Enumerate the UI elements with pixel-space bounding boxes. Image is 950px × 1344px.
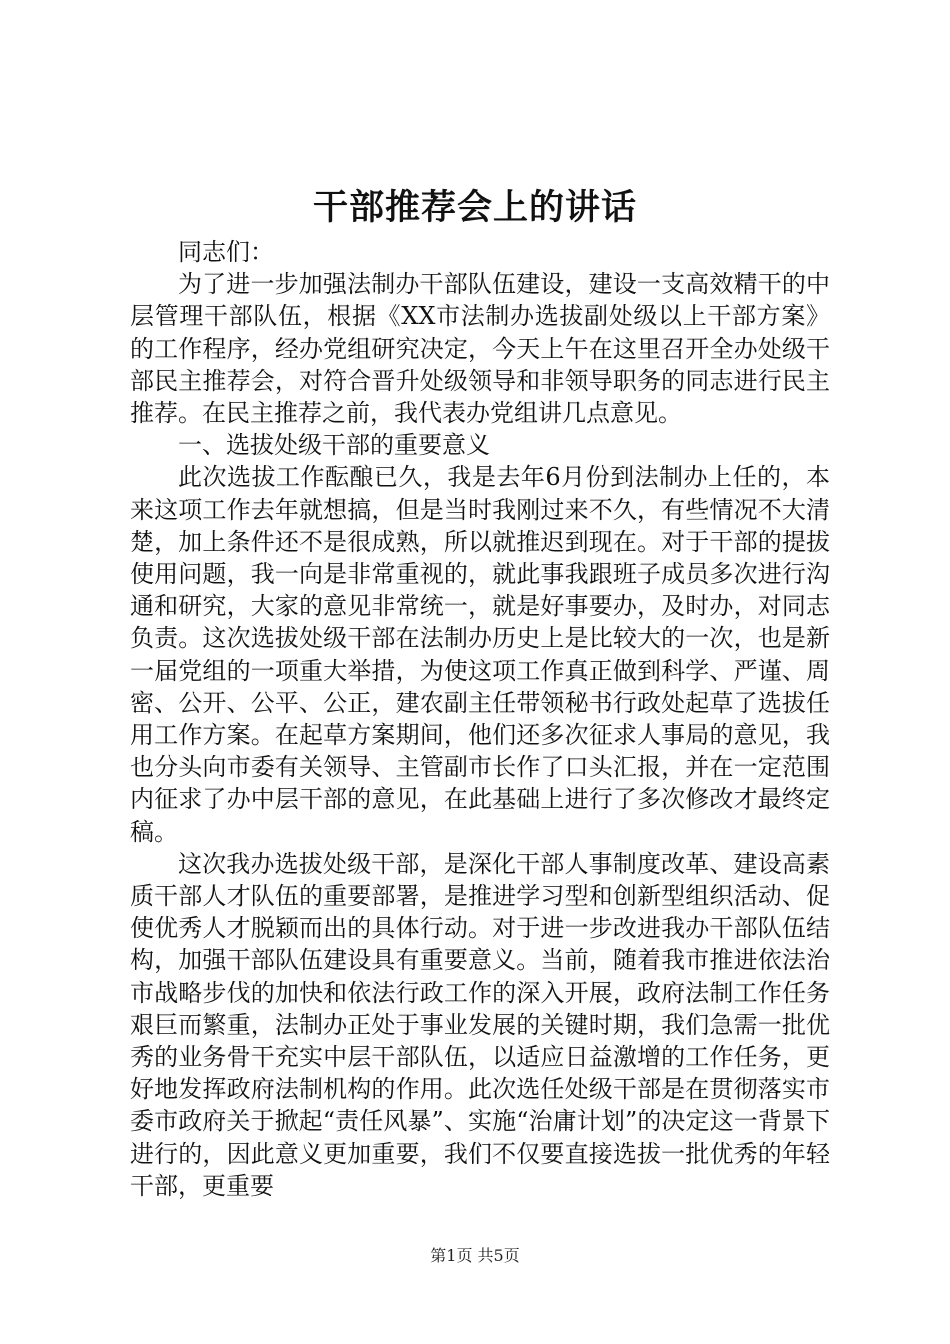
body-paragraph: 此次选拔工作酝酿已久，我是去年6月份到法制办上任的，本来这项工作去年就想搞，但是当时我刚过来不久，有些情况不大清楚，加上条件还不是很成熟，所以就推迟到现在。对于干部的提拔使用问题，我一向是非常重视的，就此事我跟班子成员多次进行沟通和研究，大家的意见非常统一，就是好事要办，及时办，对同志负责。这次选拔处级干部在法制办历史上是比较大的一次，也是新一届党组的一项重大举措，为使这项工作真正做到科学、严谨、周密、公开、公平、公正，建农副主任带领秘书行政处起草了选拔任用工作方案。在起草方案期间，他们还多次征求人事局的意见，我也分头向市委有关领导、主管副市长作了口头汇报，并在一定范围内征求了办中层干部的意见，在此基础上进行了多次修改才最终定稿。	[130, 463, 830, 846]
page-number-footer: 第1页 共5页	[430, 1246, 520, 1265]
salutation-paragraph: 同志们：	[178, 238, 274, 266]
intro-paragraph: 为了进一步加强法制办干部队伍建设，建设一支高效精干的中层管理干部队伍，根据《XX市法制办选拔副处级以上干部方案》的工作程序，经办党组研究决定，今天上午在这里召开全办处级干部民主推荐会，对符合晋升处级领导和非领导职务的同志进行民主推荐。在民主推荐之前，我代表办党组讲几点意见。	[130, 270, 830, 428]
document-title: 干部推荐会上的讲话	[312, 187, 637, 228]
document-body	[130, 236, 830, 1202]
body-paragraph: 这次我办选拔处级干部，是深化干部人事制度改革、建设高素质干部人才队伍的重要部署，是推进学习型和创新型组织活动、促使优秀人才脱颖而出的具体行动。对于进一步改进我办干部队伍结构，加强干部队伍建设具有重要意义。当前，随着我市推进依法治市战略步伐的加快和依法行政工作的深入开展，政府法制工作任务艰巨而繁重，法制办正处于事业发展的关键时期，我们急需一批优秀的业务骨干充实中层干部队伍，以适应日益激增的工作任务，更好地发挥政府法制机构的作用。此次选任处级干部是在贯彻落实市委市政府关于掀起“责任风暴”、实施“治庸计划”的决定这一背景下进行的，因此意义更加重要，我们不仅要直接选拔一批优秀的年轻干部，更重要	[130, 849, 830, 1200]
section-heading: 一、选拔处级干部的重要意义	[178, 431, 490, 460]
